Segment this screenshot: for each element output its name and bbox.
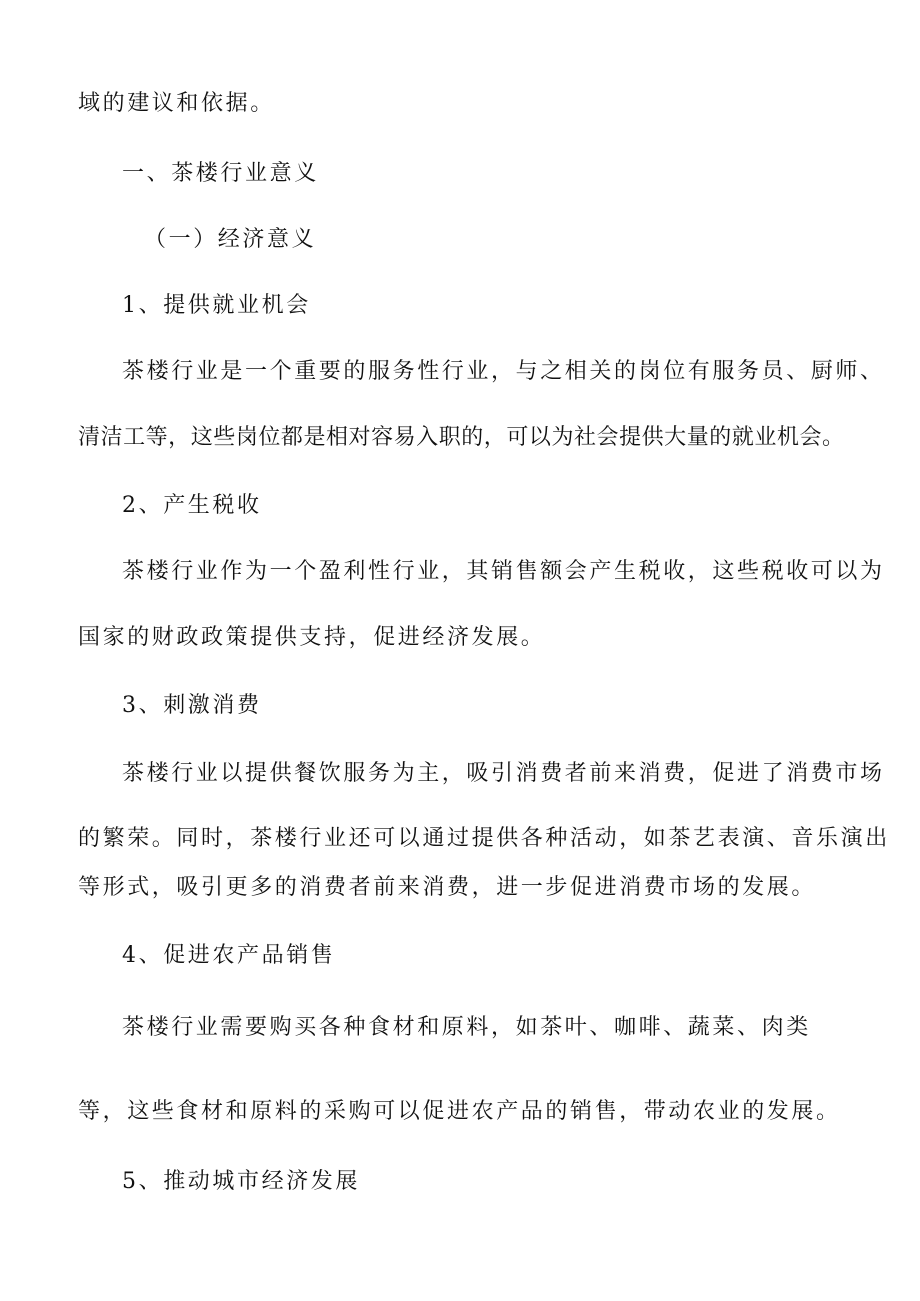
- subsection-title-3: 3、刺激消费: [122, 693, 262, 718]
- subsection-title-1: 1、提供就业机会: [122, 293, 311, 318]
- paragraph-3-line-2: 的繁荣。同时，茶楼行业还可以通过提供各种活动，如茶艺表演、音乐演出: [78, 826, 890, 851]
- section-heading-level2: （一）经济意义: [144, 227, 317, 252]
- intro-text-tail: 域的建议和依据。: [78, 91, 275, 116]
- paragraph-2-line-1: 茶楼行业作为一个盈利性行业，其销售额会产生税收，这些税收可以为: [122, 559, 885, 584]
- subsection-title-2: 2、产生税收: [122, 493, 262, 518]
- paragraph-4-line-2: 等，这些食材和原料的采购可以促进农产品的销售，带动农业的发展。: [78, 1099, 841, 1124]
- section-heading-level1: 一、茶楼行业意义: [122, 161, 319, 186]
- subsection-title-4: 4、促进农产品销售: [122, 943, 336, 968]
- paragraph-4-line-1: 茶楼行业需要购买各种食材和原料，如茶叶、咖啡、蔬菜、肉类: [122, 1015, 811, 1040]
- paragraph-3-line-3: 等形式，吸引更多的消费者前来消费，进一步促进消费市场的发展。: [78, 875, 817, 900]
- subsection-title-5: 5、推动城市经济发展: [122, 1169, 360, 1194]
- paragraph-1-line-1: 茶楼行业是一个重要的服务性行业，与之相关的岗位有服务员、厨师、: [122, 359, 885, 384]
- paragraph-2-line-2: 国家的财政政策提供支持，促进经济发展。: [78, 625, 546, 650]
- paragraph-1-line-2: 清洁工等，这些岗位都是相对容易入职的，可以为社会提供大量的就业机会。: [78, 425, 844, 450]
- paragraph-3-line-1: 茶楼行业以提供餐饮服务为主，吸引消费者前来消费，促进了消费市场: [122, 761, 885, 786]
